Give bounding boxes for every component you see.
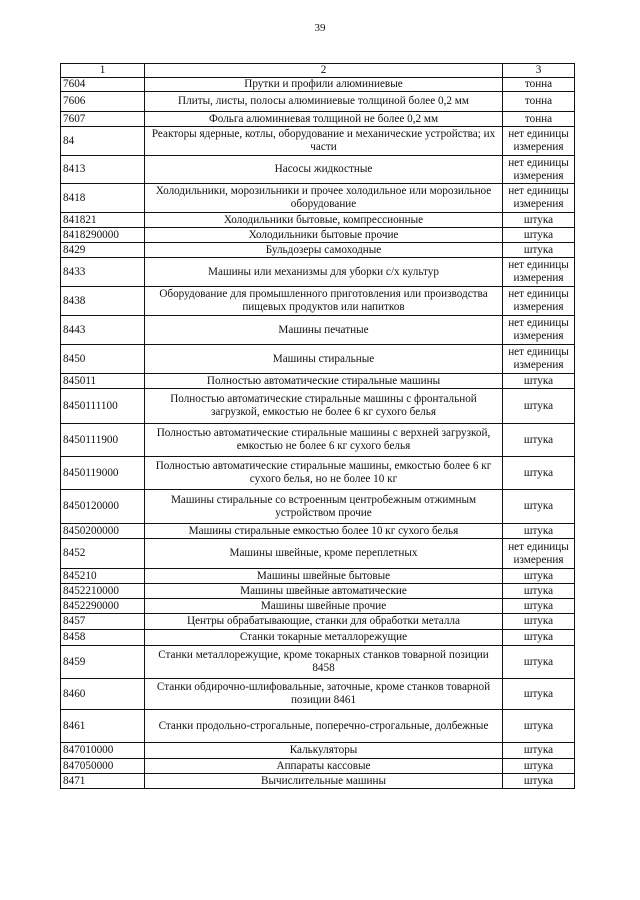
description-cell: Фольга алюминиевая толщиной не более 0,2 мм xyxy=(145,112,503,127)
table-row xyxy=(61,569,575,584)
hs-code-cell: 845210 xyxy=(61,569,145,584)
table-row xyxy=(61,630,575,646)
table-row xyxy=(61,345,575,374)
unit-cell: штука xyxy=(503,774,575,789)
table-row xyxy=(61,287,575,316)
hs-code-cell: 8429 xyxy=(61,243,145,258)
table-header-row xyxy=(61,64,575,78)
unit-cell: штука xyxy=(503,630,575,646)
hs-code-cell: 8413 xyxy=(61,156,145,184)
table-row xyxy=(61,679,575,710)
hs-code-cell: 8459 xyxy=(61,646,145,679)
table-row xyxy=(61,78,575,92)
description-cell: Машины швейные автоматические xyxy=(145,584,503,599)
unit-cell: нет единицы измерения xyxy=(503,258,575,287)
unit-cell: штука xyxy=(503,374,575,389)
unit-cell: штука xyxy=(503,213,575,228)
unit-cell: нет единицы измерения xyxy=(503,316,575,345)
description-cell: Станки обдирочно-шлифовальные, заточные, кроме станков товарной позиции 8461 xyxy=(145,679,503,710)
table-row xyxy=(61,112,575,127)
description-cell: Центры обрабатывающие, станки для обработки металла xyxy=(145,614,503,630)
unit-cell: штука xyxy=(503,243,575,258)
table-row xyxy=(61,389,575,424)
table-row xyxy=(61,258,575,287)
description-cell: Калькуляторы xyxy=(145,743,503,759)
column-header-3: 3 xyxy=(503,64,575,78)
description-cell: Станки металлорежущие, кроме токарных станков товарной позиции 8458 xyxy=(145,646,503,679)
hs-code-cell: 8452290000 xyxy=(61,599,145,614)
description-cell: Холодильники, морозильники и прочее холодильное или морозильное оборудование xyxy=(145,184,503,213)
unit-cell: штука xyxy=(503,759,575,774)
description-cell: Оборудование для промышленного приготовления или производства пищевых продуктов или напитков xyxy=(145,287,503,316)
table-row xyxy=(61,213,575,228)
table-row xyxy=(61,228,575,243)
description-cell: Машины стиральные xyxy=(145,345,503,374)
unit-cell: штука xyxy=(503,490,575,524)
description-cell: Полностью автоматические стиральные машины xyxy=(145,374,503,389)
unit-cell: тонна xyxy=(503,92,575,112)
description-cell: Плиты, листы, полосы алюминиевые толщиной более 0,2 мм xyxy=(145,92,503,112)
hs-code-cell: 8460 xyxy=(61,679,145,710)
table-row xyxy=(61,374,575,389)
hs-code-cell: 8457 xyxy=(61,614,145,630)
unit-cell: штука xyxy=(503,710,575,743)
unit-cell: штука xyxy=(503,389,575,424)
hs-code-cell: 845011 xyxy=(61,374,145,389)
description-cell: Станки токарные металлорежущие xyxy=(145,630,503,646)
description-cell: Бульдозеры самоходные xyxy=(145,243,503,258)
unit-cell: штука xyxy=(503,599,575,614)
table-row xyxy=(61,614,575,630)
table-row xyxy=(61,490,575,524)
description-cell: Реакторы ядерные, котлы, оборудование и механические устройства; их части xyxy=(145,127,503,156)
unit-cell: нет единицы измерения xyxy=(503,287,575,316)
description-cell: Насосы жидкостные xyxy=(145,156,503,184)
hs-code-cell: 841821 xyxy=(61,213,145,228)
description-cell: Прутки и профили алюминиевые xyxy=(145,78,503,92)
unit-cell: штука xyxy=(503,524,575,539)
description-cell: Машины стиральные емкостью более 10 кг сухого белья xyxy=(145,524,503,539)
hs-code-cell: 8443 xyxy=(61,316,145,345)
description-cell: Холодильники бытовые прочие xyxy=(145,228,503,243)
description-cell: Машины швейные, кроме переплетных xyxy=(145,539,503,569)
description-cell: Машины стиральные со встроенным центробежным отжимным устройством прочие xyxy=(145,490,503,524)
table-row xyxy=(61,599,575,614)
column-header-2: 2 xyxy=(145,64,503,78)
unit-cell: штука xyxy=(503,584,575,599)
table-row xyxy=(61,457,575,490)
hs-code-cell: 8418290000 xyxy=(61,228,145,243)
table-row xyxy=(61,584,575,599)
column-header-1: 1 xyxy=(61,64,145,78)
unit-cell: тонна xyxy=(503,112,575,127)
unit-cell: штука xyxy=(503,569,575,584)
unit-cell: штука xyxy=(503,614,575,630)
unit-cell: нет единицы измерения xyxy=(503,539,575,569)
table-row xyxy=(61,646,575,679)
description-cell: Станки продольно-строгальные, поперечно-строгальные, долбежные xyxy=(145,710,503,743)
table-row xyxy=(61,743,575,759)
description-cell: Машины швейные прочие xyxy=(145,599,503,614)
hs-code-cell: 8458 xyxy=(61,630,145,646)
table-body xyxy=(61,78,575,789)
unit-cell: штука xyxy=(503,743,575,759)
hs-code-cell: 8452210000 xyxy=(61,584,145,599)
unit-cell: нет единицы измерения xyxy=(503,345,575,374)
hs-code-cell: 8450200000 xyxy=(61,524,145,539)
description-cell: Полностью автоматические стиральные машины, емкостью более 6 кг сухого белья, но не более 10 кг xyxy=(145,457,503,490)
table-row xyxy=(61,774,575,789)
hs-code-cell: 84 xyxy=(61,127,145,156)
table-row xyxy=(61,243,575,258)
hs-code-cell: 847050000 xyxy=(61,759,145,774)
hs-code-cell: 7607 xyxy=(61,112,145,127)
unit-cell: нет единицы измерения xyxy=(503,156,575,184)
hs-code-cell: 8433 xyxy=(61,258,145,287)
page-number: 39 xyxy=(314,22,326,34)
description-cell: Холодильники бытовые, компрессионные xyxy=(145,213,503,228)
description-cell: Вычислительные машины xyxy=(145,774,503,789)
hs-code-cell: 8450120000 xyxy=(61,490,145,524)
table-row xyxy=(61,127,575,156)
table-row xyxy=(61,156,575,184)
hs-code-cell: 8450111100 xyxy=(61,389,145,424)
unit-cell: штука xyxy=(503,424,575,457)
table-row xyxy=(61,424,575,457)
hs-code-cell: 8450119000 xyxy=(61,457,145,490)
description-cell: Аппараты кассовые xyxy=(145,759,503,774)
hs-code-cell: 7606 xyxy=(61,92,145,112)
hs-code-cell: 8461 xyxy=(61,710,145,743)
hs-code-cell: 847010000 xyxy=(61,743,145,759)
hs-code-cell: 7604 xyxy=(61,78,145,92)
unit-cell: нет единицы измерения xyxy=(503,127,575,156)
hs-code-cell: 8471 xyxy=(61,774,145,789)
hs-code-cell: 8452 xyxy=(61,539,145,569)
table-row xyxy=(61,759,575,774)
description-cell: Машины швейные бытовые xyxy=(145,569,503,584)
table-row xyxy=(61,184,575,213)
hs-code-cell: 8438 xyxy=(61,287,145,316)
hs-code-cell: 8418 xyxy=(61,184,145,213)
unit-cell: штука xyxy=(503,228,575,243)
description-cell: Машины или механизмы для уборки с/х культур xyxy=(145,258,503,287)
hs-code-cell: 8450 xyxy=(61,345,145,374)
hs-code-cell: 8450111900 xyxy=(61,424,145,457)
description-cell: Машины печатные xyxy=(145,316,503,345)
description-cell: Полностью автоматические стиральные машины с фронтальной загрузкой, емкостью не более 6 кг сухого белья xyxy=(145,389,503,424)
unit-cell: штука xyxy=(503,679,575,710)
unit-cell: нет единицы измерения xyxy=(503,184,575,213)
unit-cell: штука xyxy=(503,646,575,679)
table-row xyxy=(61,539,575,569)
description-cell: Полностью автоматические стиральные машины с верхней загрузкой, емкостью не более 6 кг сухого белья xyxy=(145,424,503,457)
table-row xyxy=(61,92,575,112)
table-row xyxy=(61,316,575,345)
unit-cell: тонна xyxy=(503,78,575,92)
table-row xyxy=(61,710,575,743)
commodity-table xyxy=(60,63,575,789)
table-row xyxy=(61,524,575,539)
unit-cell: штука xyxy=(503,457,575,490)
